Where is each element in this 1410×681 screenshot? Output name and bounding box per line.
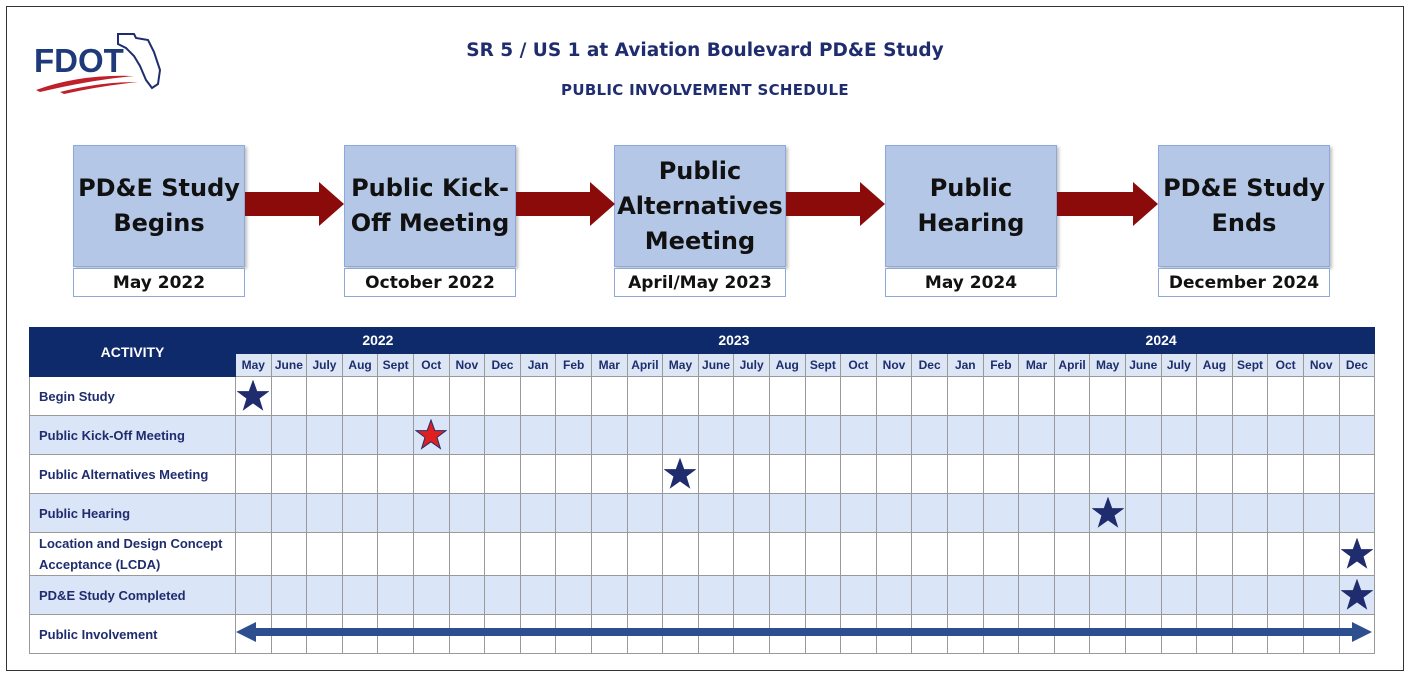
schedule-cell xyxy=(413,576,449,615)
schedule-cell xyxy=(1125,455,1161,494)
month-header: Jan xyxy=(948,353,984,376)
schedule-cell xyxy=(485,377,521,416)
milestone-star-icon xyxy=(664,458,696,490)
month-header: Oct xyxy=(841,353,877,376)
month-header: Jan xyxy=(520,353,556,376)
schedule-cell xyxy=(805,533,841,576)
schedule-row xyxy=(30,455,1375,494)
year-header-2023: 2023 xyxy=(520,328,947,354)
schedule-cell xyxy=(698,377,734,416)
month-header: Aug xyxy=(769,353,805,376)
schedule-row xyxy=(30,533,1375,576)
milestone-date-2: October 2022 xyxy=(344,268,516,297)
schedule-cell xyxy=(1019,533,1055,576)
schedule-cell xyxy=(948,455,984,494)
schedule-cell xyxy=(1268,455,1304,494)
schedule-cell xyxy=(1303,576,1339,615)
month-header: June xyxy=(698,353,734,376)
schedule-cell xyxy=(378,576,414,615)
public-involvement-span-arrow xyxy=(236,621,1372,643)
month-header: Aug xyxy=(342,353,378,376)
milestone-star-icon xyxy=(1341,579,1373,611)
schedule-cell xyxy=(1090,377,1126,416)
schedule-cell xyxy=(520,455,556,494)
schedule-cell xyxy=(948,494,984,533)
schedule-cell xyxy=(449,533,485,576)
schedule-cell xyxy=(1161,533,1197,576)
schedule-cell xyxy=(271,494,307,533)
milestone-box-4: Public Hearing xyxy=(885,145,1057,267)
schedule-cell xyxy=(236,494,272,533)
schedule-cell xyxy=(556,455,592,494)
schedule-cell xyxy=(1339,576,1375,615)
schedule-cell xyxy=(520,533,556,576)
schedule-cell xyxy=(271,533,307,576)
schedule-cell xyxy=(1019,576,1055,615)
schedule-cell xyxy=(1090,533,1126,576)
month-header: April xyxy=(1054,353,1090,376)
schedule-row xyxy=(30,576,1375,615)
schedule-cell xyxy=(734,455,770,494)
schedule-cell xyxy=(1054,377,1090,416)
schedule-cell xyxy=(556,377,592,416)
schedule-cell xyxy=(841,494,877,533)
month-header: Oct xyxy=(1268,353,1304,376)
month-header: July xyxy=(734,353,770,376)
schedule-cell xyxy=(1197,576,1233,615)
schedule-cell xyxy=(1054,494,1090,533)
schedule-cell xyxy=(698,416,734,455)
schedule-cell xyxy=(485,416,521,455)
schedule-cell xyxy=(1161,494,1197,533)
schedule-cell xyxy=(1232,494,1268,533)
month-header: Oct xyxy=(413,353,449,376)
month-header: Sept xyxy=(378,353,414,376)
schedule-cell xyxy=(1019,377,1055,416)
schedule-cell xyxy=(734,576,770,615)
schedule-cell xyxy=(876,576,912,615)
milestone-box-1: PD&E Study Begins xyxy=(73,145,245,267)
schedule-cell xyxy=(307,533,343,576)
month-header: Dec xyxy=(485,353,521,376)
schedule-cell xyxy=(627,494,663,533)
year-header-2024: 2024 xyxy=(948,328,1375,354)
year-header-2022: 2022 xyxy=(236,328,521,354)
schedule-cell xyxy=(413,533,449,576)
schedule-cell xyxy=(236,455,272,494)
schedule-cell xyxy=(1197,494,1233,533)
schedule-cell xyxy=(1125,533,1161,576)
schedule-cell xyxy=(413,494,449,533)
milestone-star-icon xyxy=(415,419,447,451)
schedule-cell xyxy=(378,533,414,576)
activity-header: ACTIVITY xyxy=(30,328,236,377)
milestone-star-icon xyxy=(1341,538,1373,570)
schedule-cell xyxy=(1090,576,1126,615)
schedule-cell xyxy=(663,494,699,533)
schedule-cell xyxy=(342,455,378,494)
milestone-star-icon xyxy=(1092,497,1124,529)
schedule-cell xyxy=(342,576,378,615)
schedule-cell xyxy=(378,416,414,455)
schedule-cell xyxy=(1090,455,1126,494)
schedule-cell xyxy=(663,576,699,615)
schedule-cell xyxy=(591,494,627,533)
schedule-cell xyxy=(449,377,485,416)
schedule-cell xyxy=(1197,377,1233,416)
month-header: Mar xyxy=(591,353,627,376)
schedule-cell xyxy=(663,533,699,576)
schedule-cell xyxy=(663,455,699,494)
milestone-date-1: May 2022 xyxy=(73,268,245,297)
schedule-cell xyxy=(236,533,272,576)
schedule-cell xyxy=(1161,416,1197,455)
schedule-cell xyxy=(948,377,984,416)
schedule-cell xyxy=(1054,533,1090,576)
month-header: Mar xyxy=(1019,353,1055,376)
schedule-cell xyxy=(1339,494,1375,533)
schedule-cell xyxy=(1090,494,1126,533)
schedule-cell xyxy=(948,533,984,576)
schedule-cell xyxy=(1303,455,1339,494)
schedule-cell xyxy=(413,377,449,416)
schedule-cell xyxy=(1019,455,1055,494)
schedule-cell xyxy=(805,455,841,494)
schedule-cell xyxy=(876,377,912,416)
schedule-cell xyxy=(307,494,343,533)
schedule-cell xyxy=(1303,377,1339,416)
schedule-cell xyxy=(1268,416,1304,455)
schedule-cell xyxy=(1125,377,1161,416)
schedule-cell xyxy=(485,576,521,615)
schedule-cell xyxy=(449,416,485,455)
schedule-cell xyxy=(236,416,272,455)
schedule-cell xyxy=(912,416,948,455)
schedule-cell xyxy=(769,576,805,615)
schedule-cell xyxy=(983,576,1019,615)
activity-label: Public Involvement xyxy=(30,615,236,654)
schedule-cell xyxy=(1339,533,1375,576)
schedule-cell xyxy=(841,576,877,615)
schedule-cell xyxy=(413,416,449,455)
schedule-cell xyxy=(876,494,912,533)
schedule-cell xyxy=(485,533,521,576)
month-header: June xyxy=(271,353,307,376)
milestone-date-5: December 2024 xyxy=(1158,268,1330,297)
schedule-cell xyxy=(876,533,912,576)
schedule-cell xyxy=(271,576,307,615)
schedule-cell xyxy=(734,377,770,416)
schedule-cell xyxy=(876,416,912,455)
schedule-cell xyxy=(1161,377,1197,416)
schedule-cell xyxy=(485,494,521,533)
month-header: May xyxy=(236,353,272,376)
schedule-cell xyxy=(805,416,841,455)
month-header: Feb xyxy=(556,353,592,376)
schedule-cell xyxy=(591,576,627,615)
schedule-cell xyxy=(591,533,627,576)
schedule-cell xyxy=(769,455,805,494)
activity-label: Public Alternatives Meeting xyxy=(30,455,236,494)
schedule-cell xyxy=(983,377,1019,416)
schedule-cell xyxy=(627,576,663,615)
schedule-cell xyxy=(449,455,485,494)
schedule-cell xyxy=(698,494,734,533)
month-header: Dec xyxy=(912,353,948,376)
schedule-cell xyxy=(627,416,663,455)
milestone-star-icon xyxy=(237,380,269,412)
schedule-cell xyxy=(1303,494,1339,533)
schedule-cell xyxy=(1268,576,1304,615)
schedule-cell xyxy=(307,455,343,494)
schedule-cell xyxy=(271,416,307,455)
schedule-cell xyxy=(342,377,378,416)
month-header: Sept xyxy=(805,353,841,376)
schedule-cell xyxy=(1161,576,1197,615)
schedule-cell xyxy=(698,576,734,615)
schedule-cell xyxy=(769,416,805,455)
schedule-cell xyxy=(236,576,272,615)
schedule-cell xyxy=(556,494,592,533)
month-header: July xyxy=(307,353,343,376)
schedule-cell xyxy=(769,533,805,576)
month-header: May xyxy=(663,353,699,376)
schedule-row xyxy=(30,377,1375,416)
schedule-cell xyxy=(342,416,378,455)
activity-label: Location and Design Concept Acceptance (LCDA) xyxy=(30,533,236,576)
month-header: Nov xyxy=(1303,353,1339,376)
schedule-cell xyxy=(556,576,592,615)
schedule-cell xyxy=(591,377,627,416)
schedule-cell xyxy=(520,377,556,416)
milestone-box-2: Public Kick-Off Meeting xyxy=(344,145,516,267)
schedule-cell xyxy=(556,416,592,455)
schedule-cell xyxy=(663,416,699,455)
schedule-cell xyxy=(983,455,1019,494)
schedule-cell xyxy=(1268,377,1304,416)
schedule-cell xyxy=(1090,416,1126,455)
schedule-cell xyxy=(698,455,734,494)
schedule-cell xyxy=(1232,377,1268,416)
schedule-cell xyxy=(1054,416,1090,455)
schedule-cell xyxy=(912,533,948,576)
page-title: SR 5 / US 1 at Aviation Boulevard PD&E Study xyxy=(466,40,944,61)
schedule-cell xyxy=(520,576,556,615)
schedule-cell xyxy=(378,494,414,533)
schedule-cell xyxy=(271,455,307,494)
schedule-cell xyxy=(1232,576,1268,615)
schedule-cell xyxy=(1019,416,1055,455)
schedule-cell xyxy=(841,377,877,416)
schedule-row xyxy=(30,416,1375,455)
schedule-cell xyxy=(983,533,1019,576)
schedule-cell xyxy=(627,533,663,576)
schedule-row xyxy=(30,494,1375,533)
schedule-cell xyxy=(805,377,841,416)
schedule-cell xyxy=(983,494,1019,533)
schedule-cell xyxy=(307,416,343,455)
milestone-box-5: PD&E Study Ends xyxy=(1158,145,1330,267)
schedule-cell xyxy=(591,455,627,494)
month-header: June xyxy=(1125,353,1161,376)
schedule-cell xyxy=(1125,576,1161,615)
schedule-table xyxy=(29,327,1375,654)
page-subtitle: PUBLIC INVOLVEMENT SCHEDULE xyxy=(561,81,849,99)
month-header: April xyxy=(627,353,663,376)
arrow-icon-3 xyxy=(786,180,886,228)
schedule-cell xyxy=(734,494,770,533)
schedule-cell xyxy=(449,494,485,533)
milestone-box-3: Public Alternatives Meeting xyxy=(614,145,786,267)
schedule-cell xyxy=(1197,455,1233,494)
schedule-cell xyxy=(1125,494,1161,533)
schedule-cell xyxy=(734,416,770,455)
month-header: Dec xyxy=(1339,353,1375,376)
schedule-cell xyxy=(1197,416,1233,455)
schedule-cell xyxy=(627,455,663,494)
logo-text: FDOT xyxy=(34,42,124,79)
schedule-cell xyxy=(271,377,307,416)
milestone-date-4: May 2024 xyxy=(885,268,1057,297)
schedule-cell xyxy=(342,494,378,533)
schedule-cell xyxy=(1303,533,1339,576)
schedule-cell xyxy=(769,494,805,533)
schedule-cell xyxy=(1339,377,1375,416)
activity-label: Begin Study xyxy=(30,377,236,416)
schedule-cell xyxy=(912,455,948,494)
schedule-cell xyxy=(520,416,556,455)
month-header: May xyxy=(1090,353,1126,376)
arrow-icon-1 xyxy=(245,180,345,228)
month-header: Sept xyxy=(1232,353,1268,376)
schedule-cell xyxy=(378,455,414,494)
schedule-cell xyxy=(912,576,948,615)
month-header: July xyxy=(1161,353,1197,376)
schedule-cell xyxy=(1339,416,1375,455)
schedule-cell xyxy=(1339,455,1375,494)
schedule-cell xyxy=(912,377,948,416)
activity-label: Public Hearing xyxy=(30,494,236,533)
schedule-cell xyxy=(1232,455,1268,494)
schedule-cell xyxy=(1125,416,1161,455)
schedule-cell xyxy=(591,416,627,455)
schedule-cell xyxy=(983,416,1019,455)
schedule-cell xyxy=(805,576,841,615)
activity-label: PD&E Study Completed xyxy=(30,576,236,615)
schedule-cell xyxy=(948,576,984,615)
month-header: Aug xyxy=(1197,353,1233,376)
schedule-cell xyxy=(1232,533,1268,576)
schedule-cell xyxy=(485,455,521,494)
schedule-cell xyxy=(1054,455,1090,494)
schedule-cell xyxy=(449,576,485,615)
schedule-cell xyxy=(1268,494,1304,533)
schedule-cell xyxy=(1197,533,1233,576)
month-header: Nov xyxy=(876,353,912,376)
schedule-cell xyxy=(841,533,877,576)
schedule-cell xyxy=(841,416,877,455)
schedule-cell xyxy=(307,576,343,615)
schedule-cell xyxy=(236,377,272,416)
schedule-cell xyxy=(342,533,378,576)
schedule-cell xyxy=(805,494,841,533)
arrow-icon-2 xyxy=(516,180,616,228)
schedule-cell xyxy=(1019,494,1055,533)
schedule-cell xyxy=(1232,416,1268,455)
milestone-date-3: April/May 2023 xyxy=(614,268,786,297)
schedule-cell xyxy=(734,533,770,576)
schedule-cell xyxy=(698,533,734,576)
schedule-cell xyxy=(769,377,805,416)
month-header: Nov xyxy=(449,353,485,376)
schedule-cell xyxy=(1054,576,1090,615)
arrow-icon-4 xyxy=(1057,180,1159,228)
month-header: Feb xyxy=(983,353,1019,376)
schedule-cell xyxy=(307,377,343,416)
activity-label: Public Kick-Off Meeting xyxy=(30,416,236,455)
schedule-cell xyxy=(1161,455,1197,494)
schedule-cell xyxy=(841,455,877,494)
schedule-cell xyxy=(556,533,592,576)
schedule-cell xyxy=(413,455,449,494)
schedule-cell xyxy=(876,455,912,494)
schedule-cell xyxy=(1268,533,1304,576)
schedule-cell xyxy=(378,377,414,416)
schedule-cell xyxy=(663,377,699,416)
schedule-cell xyxy=(520,494,556,533)
schedule-cell xyxy=(627,377,663,416)
schedule-cell xyxy=(1303,416,1339,455)
schedule-cell xyxy=(912,494,948,533)
schedule-cell xyxy=(948,416,984,455)
